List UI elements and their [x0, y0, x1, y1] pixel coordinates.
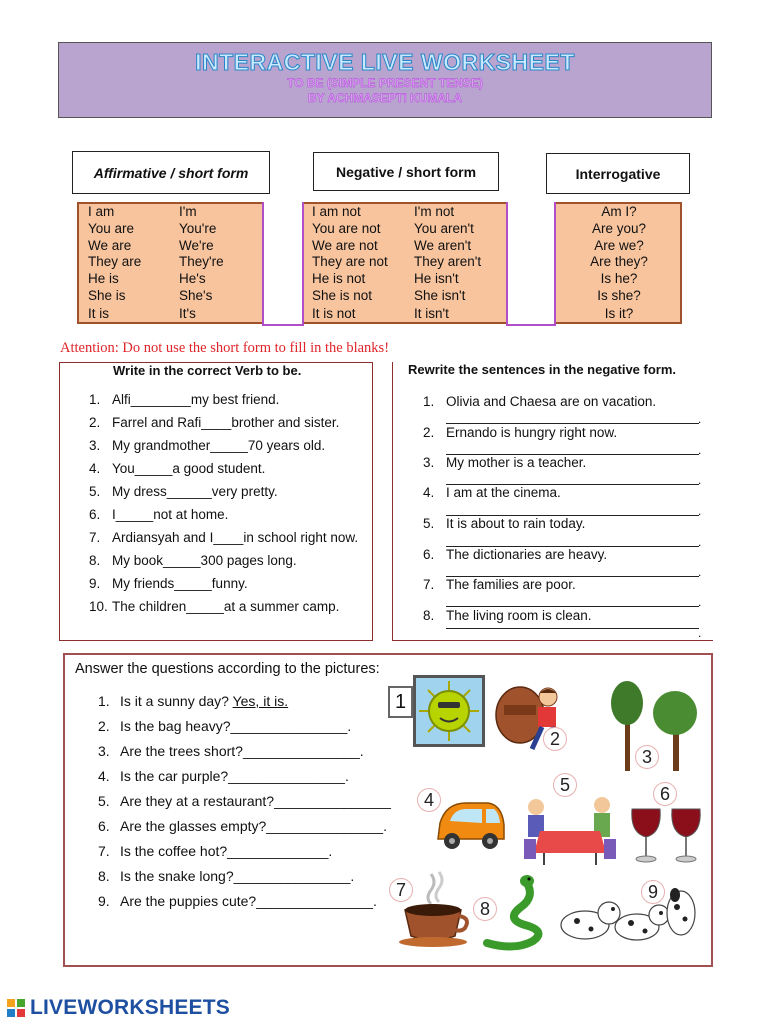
- table-cell: She's: [179, 287, 213, 303]
- list-item[interactable]: [89, 461, 265, 476]
- item-number: 1.: [98, 693, 110, 709]
- list-item[interactable]: [89, 484, 278, 499]
- table-gap: [506, 202, 556, 326]
- table-cell: She is not: [312, 287, 373, 303]
- orange-car-picture: [432, 795, 508, 857]
- table-cell: It is: [88, 305, 110, 321]
- table-cell: It's: [179, 305, 196, 321]
- item-number: 8.: [89, 553, 101, 568]
- item-number: 9.: [89, 576, 101, 591]
- liveworksheets-logo-icon: [6, 998, 26, 1018]
- item-text: You_____a good student.: [112, 461, 266, 476]
- item-text: Are the puppies cute?_______________.: [120, 893, 377, 909]
- picture-number-1: 1: [388, 686, 413, 718]
- list-item: [423, 547, 607, 562]
- affirmative-short-column: [179, 204, 224, 323]
- negative-full-column: [312, 204, 388, 323]
- attention-note: Attention: Do not use the short form to fill in the blanks!: [60, 340, 390, 356]
- list-item[interactable]: [89, 599, 339, 614]
- answer-line[interactable]: [446, 423, 699, 424]
- conjugation-table: [77, 202, 682, 324]
- picture-number-5: 5: [553, 773, 577, 797]
- item-text: The families are poor.: [446, 577, 576, 592]
- item-text: Are they at a restaurant?_______________: [120, 793, 391, 809]
- item-number: 6.: [89, 507, 101, 522]
- item-text: The living room is clean.: [446, 608, 592, 623]
- item-text: Is the car purple?_______________.: [120, 768, 349, 784]
- table-cell: I am: [88, 204, 115, 219]
- item-text: Is the snake long?_______________.: [120, 868, 355, 884]
- table-cell: They aren't: [414, 254, 482, 270]
- line-end: .: [698, 595, 702, 609]
- line-end: .: [698, 504, 702, 518]
- item-number: 4.: [98, 768, 110, 784]
- table-cell: I'm: [179, 204, 197, 219]
- item-text: I_____not at home.: [112, 507, 229, 522]
- table-cell: They are: [88, 254, 142, 270]
- table-cell: We are not: [312, 237, 378, 253]
- table-cell: Are they?: [590, 254, 648, 270]
- liveworksheets-brand: LIVEWORKSHEETS: [30, 996, 230, 1019]
- item-text: Are the trees short?_______________.: [120, 743, 364, 759]
- table-cell: Am I?: [601, 204, 637, 219]
- puppies-picture: [555, 885, 705, 953]
- list-item[interactable]: [98, 718, 351, 734]
- table-cell: You're: [179, 220, 217, 236]
- exercise-heading: Answer the questions according to the pictures:: [75, 661, 380, 677]
- item-text: Alfi________my best friend.: [112, 392, 280, 407]
- list-item[interactable]: [89, 415, 339, 430]
- list-item[interactable]: [89, 507, 228, 522]
- item-number: 3.: [98, 743, 110, 759]
- item-text: Farrel and Rafi____brother and sister.: [112, 415, 340, 430]
- table-cell: They are not: [312, 254, 388, 270]
- list-item[interactable]: [89, 530, 358, 545]
- item-number: 3.: [89, 438, 101, 453]
- table-cell: She is: [88, 287, 126, 303]
- table-cell: Are we?: [594, 237, 644, 253]
- item-number: 8.: [423, 608, 435, 623]
- table-cell: He isn't: [414, 271, 459, 287]
- item-text: Is it a sunny day?: [120, 693, 233, 709]
- list-item: [423, 455, 586, 470]
- table-cell: Is she?: [597, 287, 641, 303]
- list-item[interactable]: [98, 868, 354, 884]
- item-text: My friends_____funny.: [112, 576, 248, 591]
- item-number: 2.: [89, 415, 101, 430]
- list-item[interactable]: [98, 893, 377, 909]
- picture-number-9: 9: [641, 880, 665, 904]
- list-item[interactable]: [98, 818, 387, 834]
- item-text: Olivia and Chaesa are on vacation.: [446, 394, 657, 409]
- item-text: Ernando is hungry right now.: [446, 425, 618, 440]
- list-item[interactable]: [98, 743, 364, 759]
- affirmative-full-column: [88, 204, 141, 323]
- item-text: Ardiansyah and I____in school right now.: [112, 530, 359, 545]
- list-item: [423, 394, 656, 409]
- sun-icon: [416, 678, 482, 744]
- snake-picture: [475, 873, 555, 953]
- item-text: My dress______very pretty.: [112, 484, 278, 499]
- picture-number-2: 2: [543, 727, 567, 751]
- exercise-negative-form: [392, 362, 713, 641]
- item-text: My grandmother_____70 years old.: [112, 438, 326, 453]
- item-text: I am at the cinema.: [446, 485, 561, 500]
- table-cell: You are: [88, 220, 135, 236]
- list-item[interactable]: [89, 392, 279, 407]
- table-cell: We aren't: [414, 237, 472, 253]
- sun-picture: [413, 675, 485, 747]
- item-number: 7.: [89, 530, 101, 545]
- worksheet-title: INTERACTIVE LIVE WORKSHEET: [195, 49, 575, 75]
- item-number: 6.: [423, 547, 435, 562]
- negative-header: Negative / short form: [313, 152, 499, 191]
- item-number: 5.: [423, 516, 435, 531]
- worksheet-subtitle-topic: TO BE (SIMPLE PRESENT TENSE): [287, 76, 483, 90]
- item-text: The dictionaries are heavy.: [446, 547, 608, 562]
- table-gap: [262, 202, 304, 326]
- table-cell: It isn't: [414, 305, 449, 321]
- item-number: 6.: [98, 818, 110, 834]
- table-cell: She isn't: [414, 287, 466, 303]
- picture-number-6: 6: [653, 782, 677, 806]
- list-item: [423, 425, 617, 440]
- list-item[interactable]: [98, 843, 332, 859]
- table-cell: Is he?: [600, 271, 638, 287]
- list-item[interactable]: [89, 576, 248, 591]
- item-number: 5.: [98, 793, 110, 809]
- wine-glasses-picture: [628, 807, 708, 865]
- item-text: My mother is a teacher.: [446, 455, 587, 470]
- item-text: My book_____300 pages long.: [112, 553, 297, 568]
- line-end: .: [698, 443, 702, 457]
- table-cell: We are: [88, 237, 132, 253]
- line-end: .: [698, 535, 702, 549]
- item-number: 4.: [89, 461, 101, 476]
- item-number: 7.: [98, 843, 110, 859]
- item-text: Are the glasses empty?_______________.: [120, 818, 387, 834]
- item-number: 2.: [98, 718, 110, 734]
- title-banner: [58, 42, 712, 118]
- restaurant-picture: [520, 793, 620, 867]
- table-cell: You aren't: [414, 220, 474, 236]
- exercise-heading: Rewrite the sentences in the negative form.: [408, 362, 677, 377]
- line-end: .: [698, 412, 702, 426]
- list-item[interactable]: [89, 438, 325, 453]
- interrogative-header: Interrogative: [546, 153, 690, 194]
- affirmative-header: Affirmative / short form: [72, 151, 270, 194]
- item-number: 7.: [423, 577, 435, 592]
- table-cell: I am not: [312, 204, 361, 219]
- table-cell: They're: [179, 254, 224, 270]
- item-text: Is the coffee hot?_____________.: [120, 843, 333, 859]
- item-number: 3.: [423, 455, 435, 470]
- list-item: [423, 577, 576, 592]
- picture-number-3: 3: [635, 745, 659, 769]
- table-cell: I'm not: [414, 204, 455, 219]
- item-text: Is the bag heavy?_______________.: [120, 718, 352, 734]
- table-cell: Is it?: [604, 305, 634, 321]
- line-end: .: [698, 565, 702, 579]
- list-item: [423, 608, 592, 623]
- item-text: It is about to rain today.: [446, 516, 586, 531]
- worksheet-subtitle-author: BY ACHMASEPTI KUMALA: [307, 91, 462, 105]
- table-cell: He is: [88, 271, 119, 287]
- item-number: 1.: [89, 392, 101, 407]
- table-cell: Are you?: [591, 220, 647, 236]
- hot-coffee-picture: [395, 870, 473, 950]
- table-cell: You are not: [312, 220, 381, 236]
- liveworksheets-footer[interactable]: [6, 996, 230, 1020]
- picture-number-8: 8: [473, 897, 497, 921]
- item-number: 8.: [98, 868, 110, 884]
- table-cell: He's: [179, 271, 206, 287]
- interrogative-column: [574, 204, 664, 323]
- list-item[interactable]: [98, 768, 349, 784]
- item-number: 10.: [89, 599, 108, 614]
- table-cell: We're: [179, 237, 214, 253]
- list-item: [423, 516, 585, 531]
- negative-short-column: [414, 204, 481, 323]
- example-answer: Yes, it is.: [232, 693, 289, 709]
- table-cell: He is not: [312, 271, 366, 287]
- exercise-picture-questions: [63, 653, 713, 967]
- exercise-heading: Write in the correct Verb to be.: [113, 363, 302, 378]
- list-item: [423, 485, 561, 500]
- item-text: The children_____at a summer camp.: [112, 599, 340, 614]
- list-item[interactable]: [89, 553, 297, 568]
- list-item[interactable]: [98, 793, 391, 809]
- answer-line[interactable]: [446, 606, 699, 607]
- line-end: .: [698, 473, 702, 487]
- item-number: 5.: [89, 484, 101, 499]
- table-cell: It is not: [312, 305, 356, 321]
- line-end: .: [698, 626, 702, 640]
- item-number: 4.: [423, 485, 435, 500]
- item-number: 2.: [423, 425, 435, 440]
- exercise-verb-to-be: [59, 362, 373, 641]
- item-number: 1.: [423, 394, 435, 409]
- answer-line[interactable]: [446, 628, 699, 629]
- list-item[interactable]: [98, 693, 288, 709]
- picture-number-4: 4: [417, 788, 441, 812]
- item-number: 9.: [98, 893, 110, 909]
- picture-number-7: 7: [389, 878, 413, 902]
